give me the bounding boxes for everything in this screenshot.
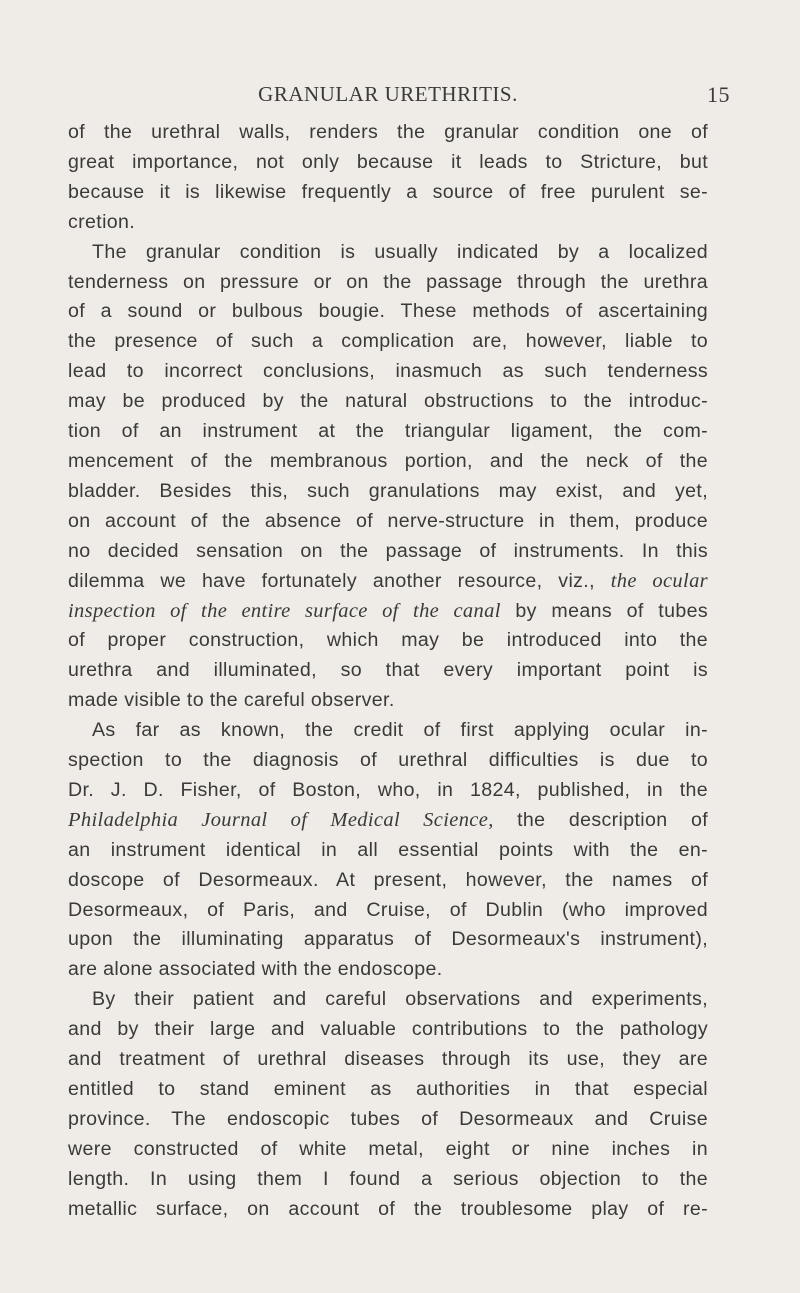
running-title: GRANULAR URETHRITIS. — [258, 82, 518, 106]
text-line: no decided sensation on the passage of instruments. In this — [68, 539, 708, 562]
italic-phrase: inspection of the entire surface of the canal — [68, 599, 501, 622]
text-line: of the urethral walls, renders the granular condition one of — [68, 121, 708, 143]
text-line: As far as known, the credit of first applying ocular in- — [92, 719, 708, 742]
text-line: length. In using them I found a serious objection to the — [68, 1167, 708, 1190]
text-line: are alone associated with the endoscope. — [68, 958, 443, 981]
text-line: entitled to stand eminent as authorities in that especial — [68, 1078, 708, 1100]
text-line: metallic surface, on account of the troublesome play of re- — [68, 1197, 708, 1220]
text-line: the presence of such a complication are, however, liable to — [68, 330, 708, 353]
text-line: urethra and illuminated, so that every important point is — [68, 659, 708, 682]
text-line: great importance, not only because it leads to Stricture, but — [68, 150, 708, 173]
text-line — [68, 597, 708, 627]
text-line: tenderness on pressure or on the passage through the urethra — [68, 270, 708, 293]
text-line: upon the illuminating apparatus of Desormeaux's instrument), — [68, 928, 708, 951]
running-header — [68, 82, 730, 110]
text-line: and treatment of urethral diseases through its use, they are — [68, 1048, 708, 1071]
text-line: By their patient and careful observations and experiments, — [92, 988, 708, 1011]
text-line: spection to the diagnosis of urethral difficulties is due to — [68, 749, 708, 772]
text-line: mencement of the membranous portion, and the neck of the — [68, 449, 708, 472]
text-line: on account of the absence of nerve-structure in them, produce — [68, 509, 708, 532]
text-line: because it is likewise frequently a source of free purulent se- — [68, 180, 708, 203]
text-line: Dr. J. D. Fisher, of Boston, who, in 1824, published, in the — [68, 778, 708, 801]
text-line: province. The endoscopic tubes of Desormeaux and Cruise — [68, 1107, 708, 1130]
text-line: may be produced by the natural obstructions to the introduc- — [68, 390, 708, 413]
text-line: Desormeaux, of Paris, and Cruise, of Dublin (who improved — [68, 898, 708, 921]
text-line: The granular condition is usually indicated by a localized — [92, 240, 708, 263]
text-line: cretion. — [68, 210, 136, 233]
body-text — [68, 118, 708, 1225]
text-line: an instrument identical in all essential points with the en- — [68, 838, 708, 861]
page-number: 15 — [707, 82, 730, 107]
text-segment: by means of tubes — [515, 599, 708, 622]
text-line: made visible to the careful observer. — [68, 689, 395, 712]
text-line: bladder. Besides this, such granulations may exist, and yet, — [68, 479, 708, 502]
text-line: lead to incorrect conclusions, inasmuch as such tenderness — [68, 360, 708, 383]
italic-phrase: the ocular — [610, 569, 708, 592]
text-segment: the description of — [517, 808, 708, 831]
text-line: of a sound or bulbous bougie. These methods of ascertaining — [68, 300, 708, 323]
text-line: and by their large and valuable contributions to the pathology — [68, 1018, 708, 1041]
text-segment: dilemma we have fortunately another resource, viz., — [68, 569, 595, 592]
text-line: of proper construction, which may be introduced into the — [68, 629, 708, 652]
text-line — [68, 806, 708, 836]
italic-phrase: Philadelphia Journal of Medical Science, — [68, 808, 494, 831]
text-line — [68, 567, 708, 597]
text-line: doscope of Desormeaux. At present, however, the names of — [68, 868, 708, 891]
text-line: were constructed of white metal, eight or nine inches in — [68, 1137, 708, 1160]
text-line: tion of an instrument at the triangular ligament, the com- — [68, 420, 708, 443]
